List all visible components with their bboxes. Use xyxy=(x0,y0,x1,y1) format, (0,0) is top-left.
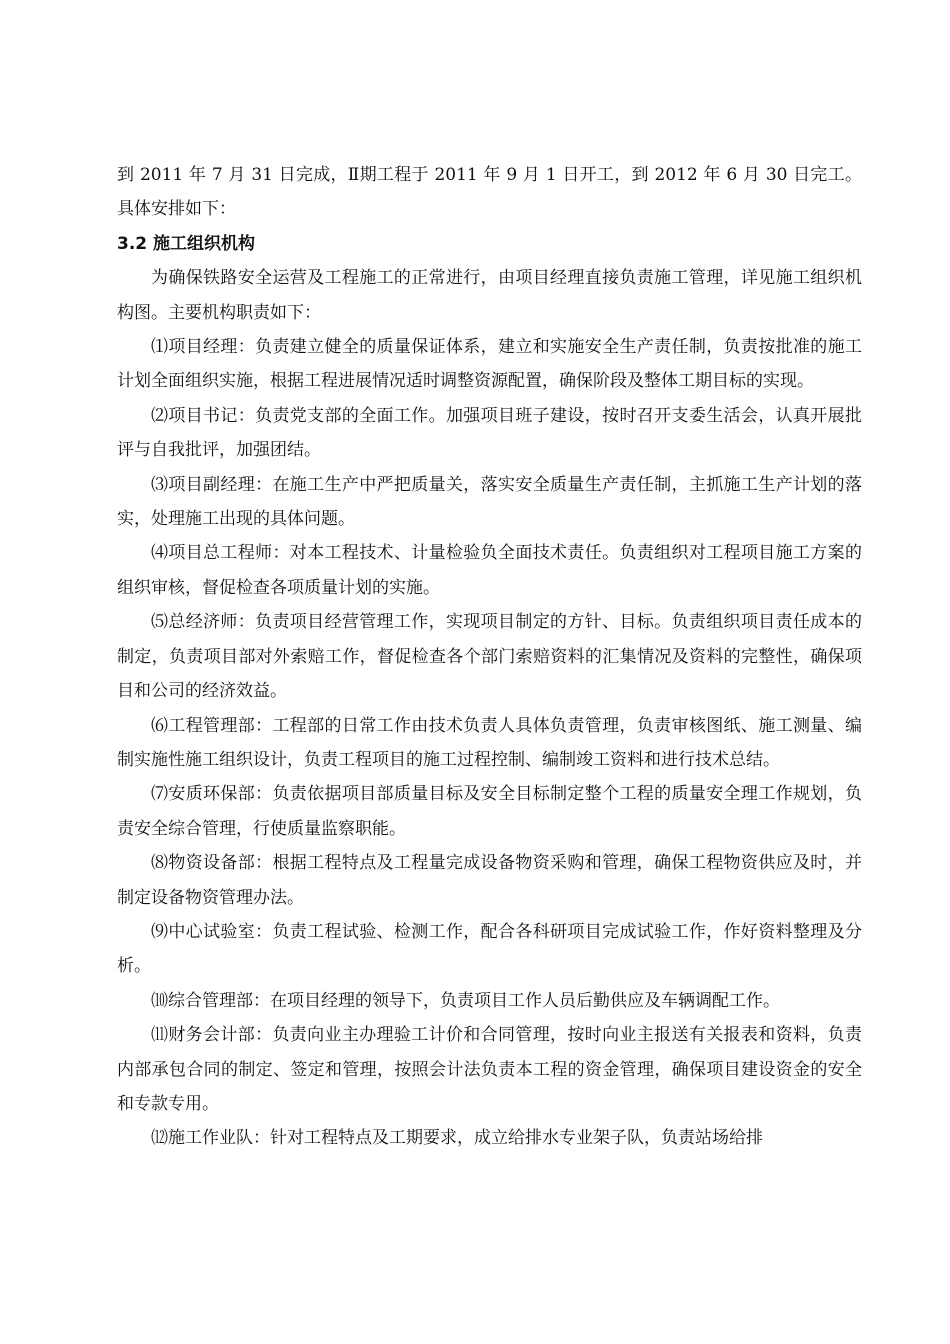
duty-chief-engineer: ⑷项目总工程师：对本工程技术、计量检验负全面技术责任。负责组织对工程项目施工方案的组织审核，督促检查各项质量计划的实施。 xyxy=(117,543,862,598)
continuation-paragraph: 到 2011 年 7 月 31 日完成，Ⅱ期工程于 2011 年 9 月 1 日开工，到 2012 年 6 月 30 日完工。具体安排如下： xyxy=(117,165,862,220)
duty-work-team: ⑿施工作业队：针对工程特点及工期要求，成立给排水专业架子队，负责站场给排 xyxy=(151,1128,763,1149)
section-heading: 3.2 施工组织机构 xyxy=(117,233,256,254)
duty-test-lab: ⑼中心试验室：负责工程试验、检测工作，配合各科研项目完成试验工作，作好资料整理及分析。 xyxy=(117,921,862,977)
duty-materials-dept: ⑻物资设备部：根据工程特点及工程量完成设备物资采购和管理，确保工程物资供应及时，并制定设备物资管理办法。 xyxy=(117,853,862,908)
document-body xyxy=(117,158,862,1156)
duty-project-secretary: ⑵项目书记：负责党支部的全面工作。加强项目班子建设，按时召开支委生活会，认真开展批评与自我批评，加强团结。 xyxy=(117,405,862,461)
intro-paragraph: 为确保铁路安全运营及工程施工的正常进行，由项目经理直接负责施工管理，详见施工组织机构图。主要机构职责如下： xyxy=(117,268,862,323)
duty-engineering-dept: ⑹工程管理部：工程部的日常工作由技术负责人具体负责管理，负责审核图纸、施工测量、编制实施性施工组织设计，负责工程项目的施工过程控制、编制竣工资料和进行技术总结。 xyxy=(117,715,862,770)
duty-finance-dept: ⑾财务会计部：负责向业主办理验工计价和合同管理，按时向业主报送有关报表和资料，负责内部承包合同的制定、签定和管理，按照会计法负责本工程的资金管理，确保项目建设资金的安全和专款专用。 xyxy=(117,1025,862,1114)
duty-deputy-manager: ⑶项目副经理：在施工生产中严把质量关，落实安全质量生产责任制，主抓施工生产计划的落实，处理施工出现的具体问题。 xyxy=(117,474,862,530)
duty-safety-quality-dept: ⑺安质环保部：负责依据项目部质量目标及安全目标制定整个工程的质量安全理工作规划，负责安全综合管理，行使质量监察职能。 xyxy=(117,784,862,839)
duty-project-manager: ⑴项目经理：负责建立健全的质量保证体系，建立和实施安全生产责任制，负责按批准的施工计划全面组织实施，根据工程进展情况适时调整资源配置，确保阶段及整体工期目标的实现。 xyxy=(117,337,862,392)
duty-admin-dept: ⑽综合管理部：在项目经理的领导下，负责项目工作人员后勤供应及车辆调配工作。 xyxy=(151,990,780,1011)
duty-chief-economist: ⑸总经济师：负责项目经营管理工作，实现项目制定的方针、目标。负责组织项目责任成本的制定，负责项目部对外索赔工作，督促检查各个部门索赔资料的汇集情况及资料的完整性，确保项目和公司的经济效益。 xyxy=(117,612,862,702)
